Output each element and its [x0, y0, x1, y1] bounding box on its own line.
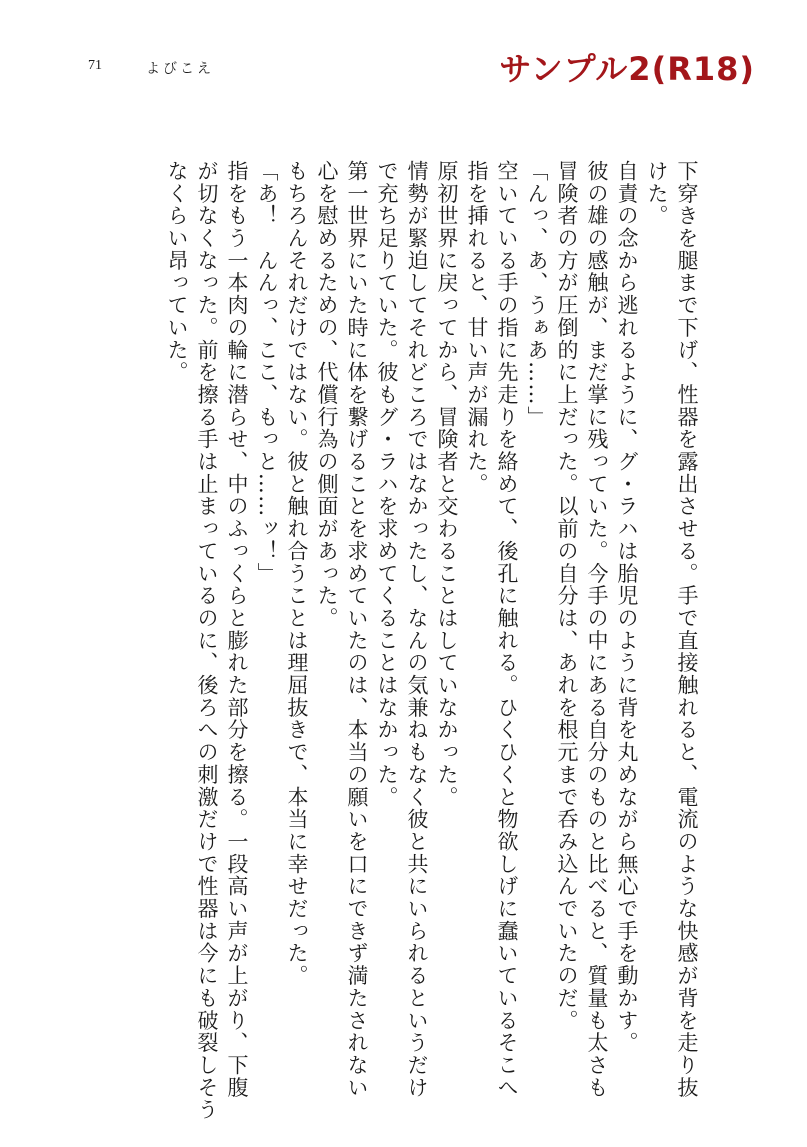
- text-column: なくらい昂っていた。: [165, 160, 189, 384]
- text-column: 空いている手の指に先走りを絡めて、後孔に触れる。ひくひくと物欲しげに蠢いているそこへ: [495, 160, 519, 1099]
- text-column: 原初世界に戻ってから、冒険者と交わることはしていなかった。: [435, 160, 459, 809]
- chapter-title: よびこえ: [146, 61, 214, 77]
- text-column: 「あ！ んんっ、ここ、もっと……ッ！」: [255, 160, 279, 585]
- vertical-text-body: [97, 160, 699, 1122]
- text-column: 「んっ、あ、うぁあ……」: [525, 160, 549, 429]
- text-column: 情勢が緊迫してそれどころではなかったし、なんの気兼ねもなく彼と共にいられるというだけ: [405, 160, 429, 1099]
- text-column: 指を挿れると、甘い声が漏れた。: [465, 160, 489, 496]
- text-column: が切なくなった。前を擦る手は止まっているのに、後ろへの刺激だけで性器は今にも破裂しそう: [195, 160, 219, 1122]
- text-column: 下穿きを腿まで下げ、性器を露出させる。手で直接触れると、電流のような快感が背を走り抜: [675, 160, 699, 1099]
- text-column: もちろんそれだけではない。彼と触れ合うことは理屈抜きで、本当に幸せだった。: [285, 160, 309, 987]
- text-column: で充ち足りていた。彼もグ・ラハを求めてくることはなかった。: [375, 160, 399, 809]
- sample-label: サンプル2(R18): [499, 50, 755, 88]
- text-column: 第一世界にいた時に体を繋げることを求めていたのは、本当の願いを口にできず満たされない: [345, 160, 369, 1099]
- text-column: 自責の念から逃れるように、グ・ラハは胎児のように背を丸めながら無心で手を動かす。: [615, 160, 639, 1054]
- page-number: 71: [88, 58, 102, 73]
- text-column: 心を慰めるための、代償行為の側面があった。: [315, 160, 339, 630]
- text-column: けた。: [645, 160, 669, 228]
- text-column: 指をもう一本肉の輪に潜らせ、中のふっくらと膨れた部分を擦る。一段高い声が上がり、下腹: [225, 160, 249, 1099]
- text-column: 冒険者の方が圧倒的に上だった。以前の自分は、あれを根元まで呑み込んでいたのだ。: [555, 160, 579, 1032]
- text-column: 彼の雄の感触が、まだ掌に残っていた。今手の中にある自分のものと比べると、質量も太さも: [585, 160, 609, 1099]
